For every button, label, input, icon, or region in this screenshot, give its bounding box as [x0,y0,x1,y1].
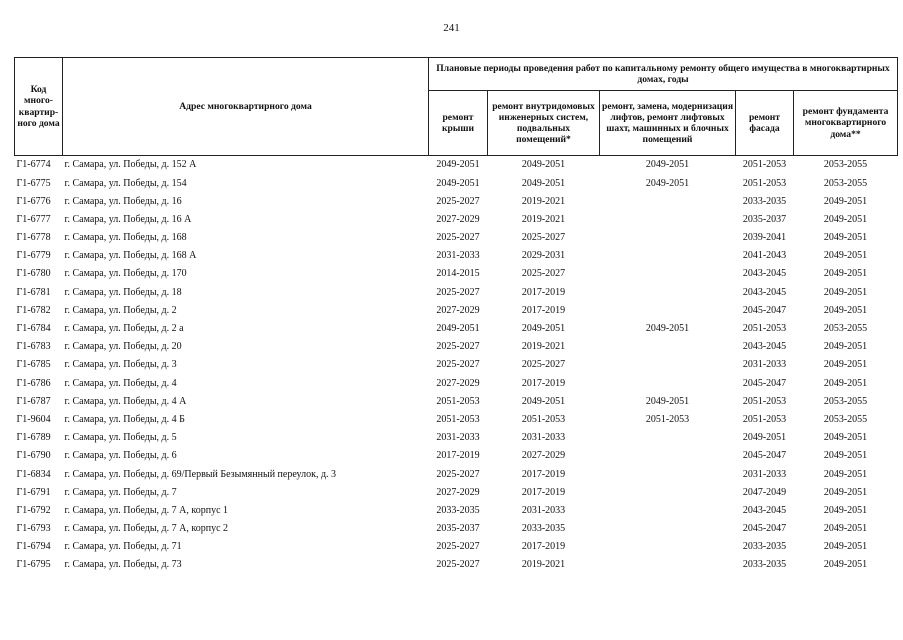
header-foundation: ремонт фундамента многоквартирного дома** [794,91,898,156]
cell-roof: 2025-2027 [436,341,480,353]
cell-foundation: 2049-2051 [823,523,868,535]
cell-foundation: 2053-2055 [823,395,868,407]
cell-facade: 2043-2045 [742,268,787,280]
cell-address: г. Самара, ул. Победы, д. 168 А [64,250,197,262]
header-address: Адрес многоквартирного дома [63,58,429,156]
cell-facade: 2043-2045 [742,286,787,298]
cell-foundation: 2049-2051 [823,468,868,480]
cell-lifts [600,247,736,265]
header-roof: ремонт крыши [429,91,488,156]
table-row [15,483,898,501]
cell-code: Г1-6793 [16,523,51,535]
table-row [15,192,898,210]
cell-lifts: 2049-2051 [645,177,690,189]
cell-address: г. Самара, ул. Победы, д. 16 [64,195,182,207]
cell-foundation: 2049-2051 [823,432,868,444]
cell-facade: 2033-2035 [742,195,787,207]
page-number: 241 [443,22,460,34]
cell-foundation: 2049-2051 [823,486,868,498]
capital-repair-table [14,57,898,574]
cell-engineering: 2019-2021 [521,559,566,571]
cell-roof: 2033-2035 [436,504,480,516]
cell-lifts [600,374,736,392]
cell-roof: 2051-2053 [436,395,480,407]
cell-foundation: 2049-2051 [823,541,868,553]
cell-engineering: 2031-2033 [521,432,566,444]
cell-code: Г1-6787 [16,395,51,407]
cell-foundation: 2049-2051 [823,559,868,571]
cell-address: г. Самара, ул. Победы, д. 7 А, корпус 1 [64,504,229,516]
cell-code: Г1-6783 [16,341,51,353]
cell-facade: 2033-2035 [742,559,787,571]
table-row [15,211,898,229]
cell-roof: 2027-2029 [436,377,480,389]
cell-roof: 2049-2051 [436,323,480,335]
cell-lifts [600,520,736,538]
cell-address: г. Самара, ул. Победы, д. 5 [64,432,177,444]
cell-facade: 2031-2033 [742,468,787,480]
cell-engineering: 2017-2019 [521,541,566,553]
cell-foundation: 2049-2051 [823,268,868,280]
table-row [15,356,898,374]
cell-roof: 2027-2029 [436,304,480,316]
cell-engineering: 2049-2051 [521,177,566,189]
cell-foundation: 2049-2051 [823,304,868,316]
cell-lifts [600,356,736,374]
cell-address: г. Самара, ул. Победы, д. 16 А [64,213,192,225]
cell-address: г. Самара, ул. Победы, д. 154 [64,177,187,189]
cell-facade: 2035-2037 [742,213,787,225]
cell-address: г. Самара, ул. Победы, д. 4 А [64,395,187,407]
table-row [15,229,898,247]
cell-code: Г1-6784 [16,323,51,335]
cell-lifts [600,465,736,483]
cell-facade: 2045-2047 [742,377,787,389]
cell-roof: 2017-2019 [436,450,480,462]
cell-foundation: 2049-2051 [823,250,868,262]
table-row [15,429,898,447]
cell-lifts [600,538,736,556]
table-row [15,265,898,283]
cell-lifts: 2049-2051 [645,323,690,335]
cell-roof: 2027-2029 [436,486,480,498]
cell-foundation: 2053-2055 [823,159,868,171]
cell-engineering: 2019-2021 [521,341,566,353]
cell-lifts [600,338,736,356]
cell-facade: 2049-2051 [742,432,787,444]
cell-engineering: 2025-2027 [521,232,566,244]
header-code: Код много-квартир-ного дома [15,58,63,156]
cell-foundation: 2049-2051 [823,286,868,298]
cell-code: Г1-6834 [16,468,51,480]
cell-facade: 2051-2053 [742,395,787,407]
cell-code: Г1-6774 [16,159,51,171]
cell-engineering: 2017-2019 [521,377,566,389]
cell-code: Г1-9604 [16,413,51,425]
table-row [15,447,898,465]
cell-roof: 2025-2027 [436,559,480,571]
cell-facade: 2045-2047 [742,304,787,316]
cell-lifts [600,211,736,229]
cell-lifts [600,302,736,320]
cell-engineering: 2029-2031 [521,250,566,262]
table-row [15,320,898,338]
cell-address: г. Самара, ул. Победы, д. 69/Первый Безымянный переулок, д. 3 [64,468,337,480]
header-lifts: ремонт, замена, модернизация лифтов, ремонт лифтовых шахт, машинных и блочных помещений [600,91,736,156]
cell-engineering: 2049-2051 [521,395,566,407]
cell-address: г. Самара, ул. Победы, д. 7 А, корпус 2 [64,523,229,535]
cell-lifts [600,556,736,574]
cell-facade: 2043-2045 [742,504,787,516]
cell-address: г. Самара, ул. Победы, д. 71 [64,541,182,553]
cell-address: г. Самара, ул. Победы, д. 18 [64,286,182,298]
cell-facade: 2045-2047 [742,523,787,535]
cell-code: Г1-6789 [16,432,51,444]
table-row [15,502,898,520]
cell-address: г. Самара, ул. Победы, д. 20 [64,341,182,353]
cell-lifts [600,192,736,210]
cell-lifts: 2049-2051 [645,159,690,171]
cell-roof: 2025-2027 [436,195,480,207]
cell-address: г. Самара, ул. Победы, д. 4 [64,377,177,389]
table-header [15,58,898,156]
cell-address: г. Самара, ул. Победы, д. 2 а [64,323,184,335]
cell-lifts [600,265,736,283]
table-row [15,520,898,538]
cell-foundation: 2053-2055 [823,177,868,189]
cell-engineering: 2019-2021 [521,195,566,207]
cell-roof: 2051-2053 [436,413,480,425]
cell-engineering: 2017-2019 [521,468,566,480]
cell-code: Г1-6791 [16,486,51,498]
cell-address: г. Самара, ул. Победы, д. 4 Б [64,413,185,425]
cell-roof: 2049-2051 [436,159,480,171]
cell-engineering: 2017-2019 [521,486,566,498]
cell-lifts [600,447,736,465]
cell-foundation: 2049-2051 [823,450,868,462]
cell-foundation: 2049-2051 [823,341,868,353]
cell-code: Г1-6778 [16,232,51,244]
cell-facade: 2031-2033 [742,359,787,371]
cell-roof: 2025-2027 [436,541,480,553]
cell-engineering: 2049-2051 [521,159,566,171]
cell-code: Г1-6781 [16,286,51,298]
cell-facade: 2045-2047 [742,450,787,462]
cell-roof: 2035-2037 [436,523,480,535]
cell-engineering: 2031-2033 [521,504,566,516]
cell-code: Г1-6777 [16,213,51,225]
cell-address: г. Самара, ул. Победы, д. 3 [64,359,177,371]
table-row [15,283,898,301]
cell-facade: 2051-2053 [742,323,787,335]
cell-code: Г1-6794 [16,541,51,553]
cell-roof: 2014-2015 [436,268,480,280]
cell-engineering: 2049-2051 [521,323,566,335]
cell-facade: 2033-2035 [742,541,787,553]
cell-roof: 2049-2051 [436,177,480,189]
table-row [15,338,898,356]
cell-lifts: 2049-2051 [645,395,690,407]
table-row [15,247,898,265]
cell-address: г. Самара, ул. Победы, д. 2 [64,304,177,316]
table-body [15,156,898,575]
cell-code: Г1-6779 [16,250,51,262]
table-row [15,374,898,392]
table-row [15,156,898,175]
cell-address: г. Самара, ул. Победы, д. 152 А [64,159,197,171]
cell-code: Г1-6785 [16,359,51,371]
cell-code: Г1-6780 [16,268,51,280]
table-row [15,392,898,410]
header-facade: ремонт фасада [736,91,794,156]
cell-foundation: 2049-2051 [823,195,868,207]
cell-code: Г1-6782 [16,304,51,316]
cell-address: г. Самара, ул. Победы, д. 168 [64,232,187,244]
cell-facade: 2047-2049 [742,486,787,498]
cell-roof: 2025-2027 [436,232,480,244]
cell-engineering: 2033-2035 [521,523,566,535]
table-row [15,174,898,192]
cell-engineering: 2017-2019 [521,304,566,316]
cell-foundation: 2053-2055 [823,413,868,425]
cell-roof: 2025-2027 [436,468,480,480]
table-row [15,556,898,574]
table-row [15,465,898,483]
cell-foundation: 2049-2051 [823,359,868,371]
cell-engineering: 2025-2027 [521,359,566,371]
cell-address: г. Самара, ул. Победы, д. 73 [64,559,182,571]
header-engineering: ремонт внутридомовых инженерных систем, подвальных помещений* [488,91,600,156]
cell-foundation: 2053-2055 [823,323,868,335]
cell-engineering: 2051-2053 [521,413,566,425]
cell-foundation: 2049-2051 [823,504,868,516]
cell-facade: 2039-2041 [742,232,787,244]
cell-lifts [600,483,736,501]
cell-lifts [600,229,736,247]
cell-facade: 2051-2053 [742,177,787,189]
cell-facade: 2051-2053 [742,413,787,425]
cell-lifts: 2051-2053 [645,413,690,425]
cell-lifts [600,502,736,520]
cell-engineering: 2017-2019 [521,286,566,298]
cell-address: г. Самара, ул. Победы, д. 7 [64,486,177,498]
table-row [15,302,898,320]
cell-roof: 2025-2027 [436,286,480,298]
cell-code: Г1-6775 [16,177,51,189]
table-row [15,411,898,429]
cell-foundation: 2049-2051 [823,377,868,389]
cell-lifts [600,429,736,447]
cell-code: Г1-6792 [16,504,51,516]
cell-facade: 2041-2043 [742,250,787,262]
header-periods-group: Плановые периоды проведения работ по капитальному ремонту общего имущества в многоквартирных домах, годы [429,58,898,91]
cell-code: Г1-6786 [16,377,51,389]
cell-roof: 2031-2033 [436,432,480,444]
cell-facade: 2051-2053 [742,159,787,171]
cell-address: г. Самара, ул. Победы, д. 6 [64,450,177,462]
cell-engineering: 2019-2021 [521,213,566,225]
cell-engineering: 2027-2029 [521,450,566,462]
cell-foundation: 2049-2051 [823,213,868,225]
cell-roof: 2031-2033 [436,250,480,262]
cell-code: Г1-6790 [16,450,51,462]
cell-foundation: 2049-2051 [823,232,868,244]
cell-facade: 2043-2045 [742,341,787,353]
cell-code: Г1-6795 [16,559,51,571]
cell-roof: 2027-2029 [436,213,480,225]
table-row [15,538,898,556]
cell-engineering: 2025-2027 [521,268,566,280]
cell-roof: 2025-2027 [436,359,480,371]
cell-address: г. Самара, ул. Победы, д. 170 [64,268,187,280]
cell-lifts [600,283,736,301]
cell-code: Г1-6776 [16,195,51,207]
